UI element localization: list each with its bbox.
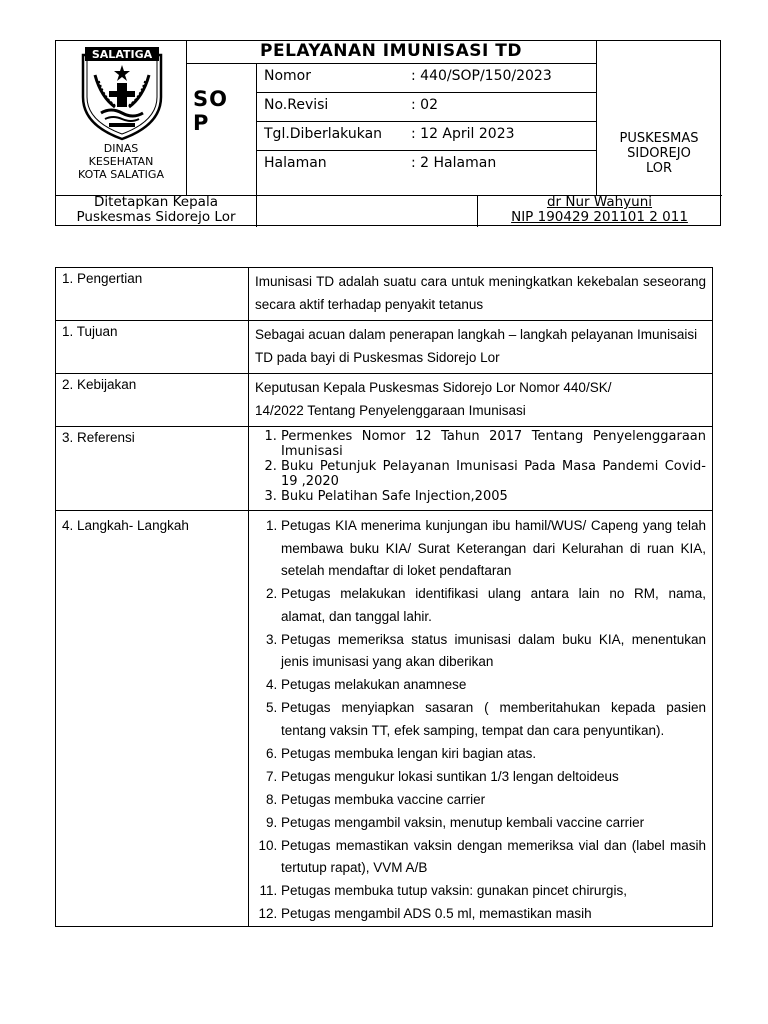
section-list-langkah [249, 511, 713, 927]
divider [186, 41, 187, 195]
section-label-referensi: 3. Referensi [56, 427, 249, 511]
kebijakan-line: 14/2022 Tentang Penyelenggaraan Imunisasi [255, 403, 526, 418]
table-row [56, 321, 713, 374]
section-text-tujuan: Sebagai acuan dalam penerapan langkah – langkah pelayanan Imunisaisi TD pada bayi di Puskesmas Sidorejo Lor [249, 321, 713, 374]
table-row [56, 374, 713, 427]
meta-key: Tgl.Diberlakukan [264, 126, 383, 142]
step-item: 5. Petugas menyiapkan sasaran ( memberitahukan kepada pasien tentang vaksin TT, efek samping, tempat dan cara penyuntikan). [281, 697, 706, 742]
reference-item: 1. Permenkes Nomor 12 Tahun 2017 Tentang Penyelenggaraan Imunisasi [281, 429, 706, 459]
step-item: 9. Petugas mengambil vaksin, menutup kembali vaccine carrier [281, 812, 706, 835]
section-label-pengertian: 1. Pengertian [56, 268, 249, 321]
sop-label-line: P [193, 111, 210, 135]
step-item: 3. Petugas memeriksa status imunisasi dalam buku KIA, menentukan jenis imunisasi yang akan diberikan [281, 629, 706, 674]
signer-name: dr Nur Wahyuni [546, 194, 653, 210]
signer-nip: NIP 190429 201101 2 011 [511, 209, 688, 225]
divider [256, 195, 257, 227]
step-item: 8. Petugas membuka vaccine carrier [281, 789, 706, 812]
step-item: 10. Petugas memastikan vaksin dengan memeriksa vial dan (label masih tertutup rapat), VVM A/B [281, 835, 706, 880]
agency-line: DINAS [103, 142, 139, 155]
meta-value: : 12 April 2023 [411, 126, 515, 142]
meta-key: No.Revisi [264, 97, 329, 113]
table-row [56, 268, 713, 321]
step-item: 2. Petugas melakukan identifikasi ulang antara lain no RM, nama, alamat, dan tanggal lahir. [281, 583, 706, 628]
section-text-pengertian: Imunisasi TD adalah suatu cara untuk meningkatkan kekebalan seseorang secara aktif terhadap penyakit tetanus [249, 268, 713, 321]
step-item: 4. Petugas melakukan anamnese [281, 674, 706, 697]
puskesmas-line: SIDOREJO [627, 146, 691, 161]
meta-row-revisi [256, 92, 596, 121]
puskesmas-line: LOR [645, 161, 673, 176]
puskesmas-name [596, 131, 722, 176]
reference-item: 3. Buku Pelatihan Safe Injection,2005 [281, 489, 706, 504]
established-line: Ditetapkan Kepala [94, 194, 218, 210]
sop-header [55, 40, 721, 226]
table-row [56, 427, 713, 511]
table-row [56, 511, 713, 927]
salatiga-city-emblem [79, 45, 165, 141]
meta-value: : 440/SOP/150/2023 [411, 68, 552, 84]
meta-key: Nomor [264, 68, 311, 84]
step-item: 6. Petugas membuka lengan kiri bagian atas. [281, 743, 706, 766]
section-label-kebijakan: 2. Kebijakan [56, 374, 249, 427]
agency-line: KESEHATAN [88, 155, 154, 168]
section-list-referensi [249, 427, 713, 511]
puskesmas-line: PUSKESMAS [619, 131, 699, 146]
agency-line: KOTA SALATIGA [78, 168, 164, 181]
sop-label [193, 87, 228, 135]
meta-row-tanggal [256, 121, 596, 150]
document-title: PELAYANAN IMUNISASI TD [260, 41, 522, 61]
emblem-banner-text: SALATIGA [91, 48, 153, 61]
established-by [56, 195, 256, 225]
signatory [477, 195, 722, 225]
meta-row-halaman [256, 150, 596, 179]
meta-key: Halaman [264, 155, 327, 171]
sop-content-table [55, 267, 713, 927]
meta-value: : 02 [411, 97, 438, 113]
agency-name [56, 142, 186, 181]
section-label-langkah: 4. Langkah- Langkah [56, 511, 249, 927]
meta-value: : 2 Halaman [411, 155, 497, 171]
step-item: 7. Petugas mengukur lokasi suntikan 1/3 lengan deltoideus [281, 766, 706, 789]
section-label-tujuan: 1. Tujuan [56, 321, 249, 374]
step-item: 12. Petugas mengambil ADS 0.5 ml, memastikan masih [281, 903, 706, 926]
established-line: Puskesmas Sidorejo Lor [76, 209, 236, 225]
sop-label-line: SO [193, 87, 228, 111]
section-text-kebijakan [249, 374, 713, 427]
step-item: 11. Petugas membuka tutup vaksin: gunakan pincet chirurgis, [281, 880, 706, 903]
meta-row-nomor [256, 63, 596, 92]
kebijakan-line: Keputusan Kepala Puskesmas Sidorejo Lor Nomor 440/SK/ [255, 380, 612, 395]
step-item: 1. Petugas KIA menerima kunjungan ibu hamil/WUS/ Capeng yang telah membawa buku KIA/ Surat Keterangan dari Kelurahan di ruan KIA, setelah mendaftar di loket pendaftaran [281, 515, 706, 583]
reference-item: 2. Buku Petunjuk Pelayanan Imunisasi Pada Masa Pandemi Covid-19 ,2020 [281, 459, 706, 489]
